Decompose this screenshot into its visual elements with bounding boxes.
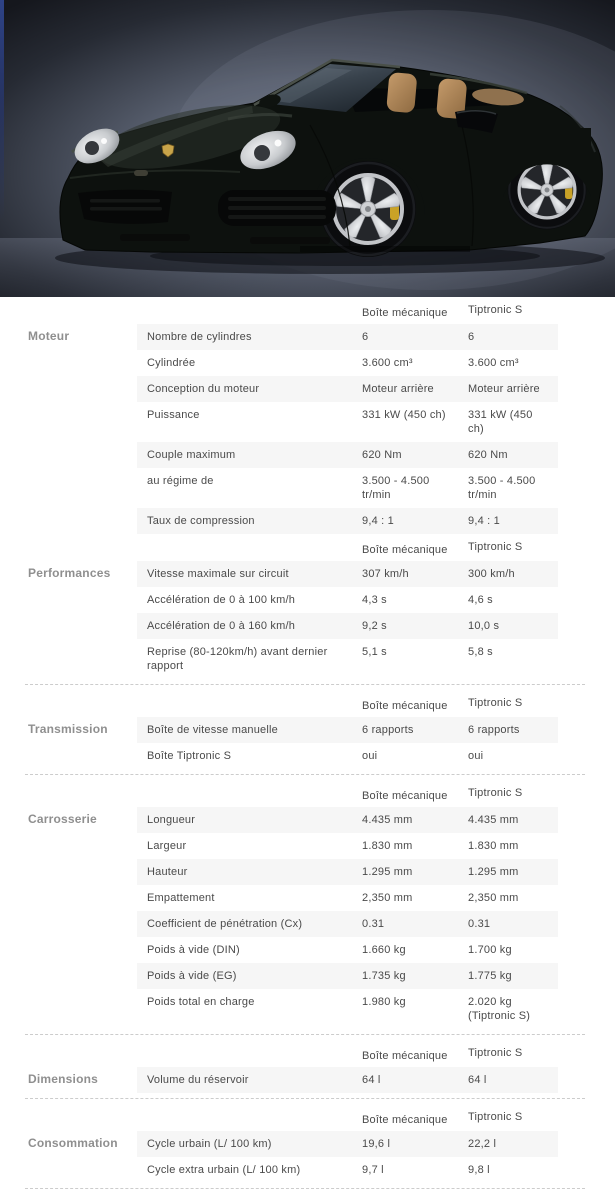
table-row bbox=[137, 468, 558, 508]
table-row bbox=[137, 1131, 558, 1157]
column-header-tiptronic-s: Tiptronic S bbox=[468, 541, 523, 553]
row-value-boite-mecanique: 9,4 : 1 bbox=[362, 515, 394, 527]
row-label: Boîte Tiptronic S bbox=[147, 750, 232, 762]
table-row bbox=[137, 587, 558, 613]
row-value-boite-mecanique: 4.435 mm bbox=[362, 814, 413, 826]
row-value-tiptronic-s: 1.775 kg bbox=[468, 970, 512, 982]
row-label: Largeur bbox=[147, 840, 187, 852]
row-value-boite-mecanique: 1.295 mm bbox=[362, 866, 413, 878]
row-value-tiptronic-s: 620 Nm bbox=[468, 449, 508, 461]
column-header-tiptronic-s: Tiptronic S bbox=[468, 697, 523, 709]
row-value-tiptronic-s: 331 kW (450 ch) bbox=[468, 409, 533, 435]
column-header-boite-mecanique: Boîte mécanique bbox=[362, 544, 448, 556]
car-photo-svg bbox=[0, 0, 615, 297]
section-label: Carrosserie bbox=[28, 812, 97, 826]
table-row bbox=[137, 807, 558, 833]
section-label: Performances bbox=[28, 566, 111, 580]
table-row bbox=[137, 859, 558, 885]
row-value-boite-mecanique: 307 km/h bbox=[362, 568, 409, 580]
row-label: Poids total en charge bbox=[147, 996, 255, 1008]
row-label: Cycle extra urbain (L/ 100 km) bbox=[147, 1164, 301, 1176]
row-value-boite-mecanique: oui bbox=[362, 750, 378, 762]
row-label: Conception du moteur bbox=[147, 383, 260, 395]
row-value-tiptronic-s: 64 l bbox=[468, 1074, 487, 1086]
row-value-boite-mecanique: 64 l bbox=[362, 1074, 381, 1086]
spec-table bbox=[137, 1040, 558, 1093]
column-header-row bbox=[137, 690, 558, 717]
table-row bbox=[137, 376, 558, 402]
section-divider bbox=[25, 1098, 585, 1099]
row-value-boite-mecanique: 620 Nm bbox=[362, 449, 402, 461]
row-value-boite-mecanique: 6 rapports bbox=[362, 724, 414, 736]
table-row bbox=[137, 1067, 558, 1093]
table-row bbox=[137, 508, 558, 534]
row-value-tiptronic-s: 300 km/h bbox=[468, 568, 515, 580]
row-value-tiptronic-s: 2,350 mm bbox=[468, 892, 519, 904]
spec-sections bbox=[0, 297, 615, 1189]
row-value-boite-mecanique: 0.31 bbox=[362, 918, 385, 930]
row-label: Puissance bbox=[147, 409, 200, 421]
table-row bbox=[137, 402, 558, 442]
section-divider bbox=[25, 774, 585, 775]
row-value-boite-mecanique: 1.980 kg bbox=[362, 996, 406, 1008]
row-value-boite-mecanique: Moteur arrière bbox=[362, 383, 434, 395]
column-header-row bbox=[137, 534, 558, 561]
row-value-boite-mecanique: 9,2 s bbox=[362, 620, 387, 632]
section-performances bbox=[0, 534, 615, 679]
row-value-boite-mecanique: 4,3 s bbox=[362, 594, 387, 606]
row-value-tiptronic-s: 1.295 mm bbox=[468, 866, 519, 878]
header-spacer bbox=[137, 297, 352, 324]
row-label: Reprise (80-120km/h) avant dernier rapport bbox=[147, 646, 328, 672]
row-value-boite-mecanique: 3.600 cm³ bbox=[362, 357, 413, 369]
table-row bbox=[137, 989, 558, 1029]
row-label: Empattement bbox=[147, 892, 215, 904]
row-value-tiptronic-s: 10,0 s bbox=[468, 620, 500, 632]
row-value-tiptronic-s: 5,8 s bbox=[468, 646, 493, 658]
table-row bbox=[137, 639, 558, 679]
header-spacer bbox=[137, 534, 352, 561]
header-spacer bbox=[137, 1040, 352, 1067]
row-label: Accélération de 0 à 100 km/h bbox=[147, 594, 296, 606]
column-header-boite-mecanique: Boîte mécanique bbox=[362, 1114, 448, 1126]
table-row bbox=[137, 743, 558, 769]
section-label: Moteur bbox=[28, 329, 70, 343]
column-header-boite-mecanique: Boîte mécanique bbox=[362, 307, 448, 319]
row-label: Boîte de vitesse manuelle bbox=[147, 724, 278, 736]
row-value-tiptronic-s: Moteur arrière bbox=[468, 383, 540, 395]
row-value-boite-mecanique: 331 kW (450 ch) bbox=[362, 409, 446, 421]
row-value-tiptronic-s: 9,4 : 1 bbox=[468, 515, 500, 527]
section-consommation bbox=[0, 1104, 615, 1183]
section-divider bbox=[25, 684, 585, 685]
section-label: Dimensions bbox=[28, 1072, 99, 1086]
table-row bbox=[137, 963, 558, 989]
header-spacer bbox=[137, 1104, 352, 1131]
section-transmission bbox=[0, 690, 615, 769]
row-value-tiptronic-s: 22,2 l bbox=[468, 1138, 497, 1150]
column-header-row bbox=[137, 1040, 558, 1067]
table-row bbox=[137, 911, 558, 937]
table-row bbox=[137, 937, 558, 963]
section-moteur bbox=[0, 297, 615, 534]
row-value-tiptronic-s: 1.700 kg bbox=[468, 944, 512, 956]
row-label: Coefficient de pénétration (Cx) bbox=[147, 918, 303, 930]
table-row bbox=[137, 350, 558, 376]
table-row bbox=[137, 442, 558, 468]
row-value-boite-mecanique: 2,350 mm bbox=[362, 892, 413, 904]
spec-table bbox=[137, 690, 558, 769]
row-label: Longueur bbox=[147, 814, 196, 826]
column-header-boite-mecanique: Boîte mécanique bbox=[362, 700, 448, 712]
section-dimensions bbox=[0, 1040, 615, 1093]
row-value-boite-mecanique: 19,6 l bbox=[362, 1138, 391, 1150]
column-header-tiptronic-s: Tiptronic S bbox=[468, 304, 523, 316]
row-label: Nombre de cylindres bbox=[147, 331, 252, 343]
column-header-tiptronic-s: Tiptronic S bbox=[468, 1111, 523, 1123]
row-label: Vitesse maximale sur circuit bbox=[147, 568, 289, 580]
table-row bbox=[137, 833, 558, 859]
header-spacer bbox=[137, 780, 352, 807]
row-value-boite-mecanique: 1.660 kg bbox=[362, 944, 406, 956]
column-header-boite-mecanique: Boîte mécanique bbox=[362, 1050, 448, 1062]
column-header-boite-mecanique: Boîte mécanique bbox=[362, 790, 448, 802]
hero-image-porsche-cabriolet bbox=[0, 0, 615, 297]
table-row bbox=[137, 324, 558, 350]
column-header-row bbox=[137, 297, 558, 324]
column-header-row bbox=[137, 1104, 558, 1131]
row-value-boite-mecanique: 1.830 mm bbox=[362, 840, 413, 852]
row-label: Hauteur bbox=[147, 866, 188, 878]
row-value-tiptronic-s: 4.435 mm bbox=[468, 814, 519, 826]
row-value-tiptronic-s: 9,8 l bbox=[468, 1164, 490, 1176]
column-header-row bbox=[137, 780, 558, 807]
row-value-tiptronic-s: 3.600 cm³ bbox=[468, 357, 519, 369]
row-label: Cylindrée bbox=[147, 357, 196, 369]
row-value-boite-mecanique: 1.735 kg bbox=[362, 970, 406, 982]
row-value-boite-mecanique: 3.500 - 4.500 tr/min bbox=[362, 475, 430, 501]
row-label: Cycle urbain (L/ 100 km) bbox=[147, 1138, 272, 1150]
row-value-tiptronic-s: 0.31 bbox=[468, 918, 491, 930]
table-row bbox=[137, 613, 558, 639]
row-value-boite-mecanique: 9,7 l bbox=[362, 1164, 384, 1176]
column-header-tiptronic-s: Tiptronic S bbox=[468, 787, 523, 799]
row-value-tiptronic-s: 3.500 - 4.500 tr/min bbox=[468, 475, 536, 501]
row-label: Poids à vide (EG) bbox=[147, 970, 237, 982]
row-label: Poids à vide (DIN) bbox=[147, 944, 240, 956]
row-value-tiptronic-s: 1.830 mm bbox=[468, 840, 519, 852]
table-row bbox=[137, 1157, 558, 1183]
row-value-tiptronic-s: 2.020 kg (Tiptronic S) bbox=[468, 996, 531, 1022]
spec-table bbox=[137, 297, 558, 534]
column-header-tiptronic-s: Tiptronic S bbox=[468, 1047, 523, 1059]
row-value-tiptronic-s: 6 rapports bbox=[468, 724, 520, 736]
row-value-tiptronic-s: oui bbox=[468, 750, 484, 762]
row-value-tiptronic-s: 4,6 s bbox=[468, 594, 493, 606]
row-value-tiptronic-s: 6 bbox=[468, 331, 475, 343]
header-spacer bbox=[137, 690, 352, 717]
section-divider bbox=[25, 1034, 585, 1035]
spec-table bbox=[137, 534, 558, 679]
spec-table bbox=[137, 780, 558, 1029]
section-label: Transmission bbox=[28, 722, 108, 736]
row-label: Couple maximum bbox=[147, 449, 236, 461]
table-row bbox=[137, 717, 558, 743]
section-carrosserie bbox=[0, 780, 615, 1029]
table-row bbox=[137, 885, 558, 911]
row-label: Volume du réservoir bbox=[147, 1074, 249, 1086]
spec-table bbox=[137, 1104, 558, 1183]
row-value-boite-mecanique: 5,1 s bbox=[362, 646, 387, 658]
spec-content bbox=[0, 297, 615, 1204]
row-label: Accélération de 0 à 160 km/h bbox=[147, 620, 296, 632]
row-label: Taux de compression bbox=[147, 515, 255, 527]
row-label: au régime de bbox=[147, 475, 214, 487]
section-label: Consommation bbox=[28, 1136, 118, 1150]
table-row bbox=[137, 561, 558, 587]
row-value-boite-mecanique: 6 bbox=[362, 331, 369, 343]
section-divider bbox=[25, 1188, 585, 1189]
